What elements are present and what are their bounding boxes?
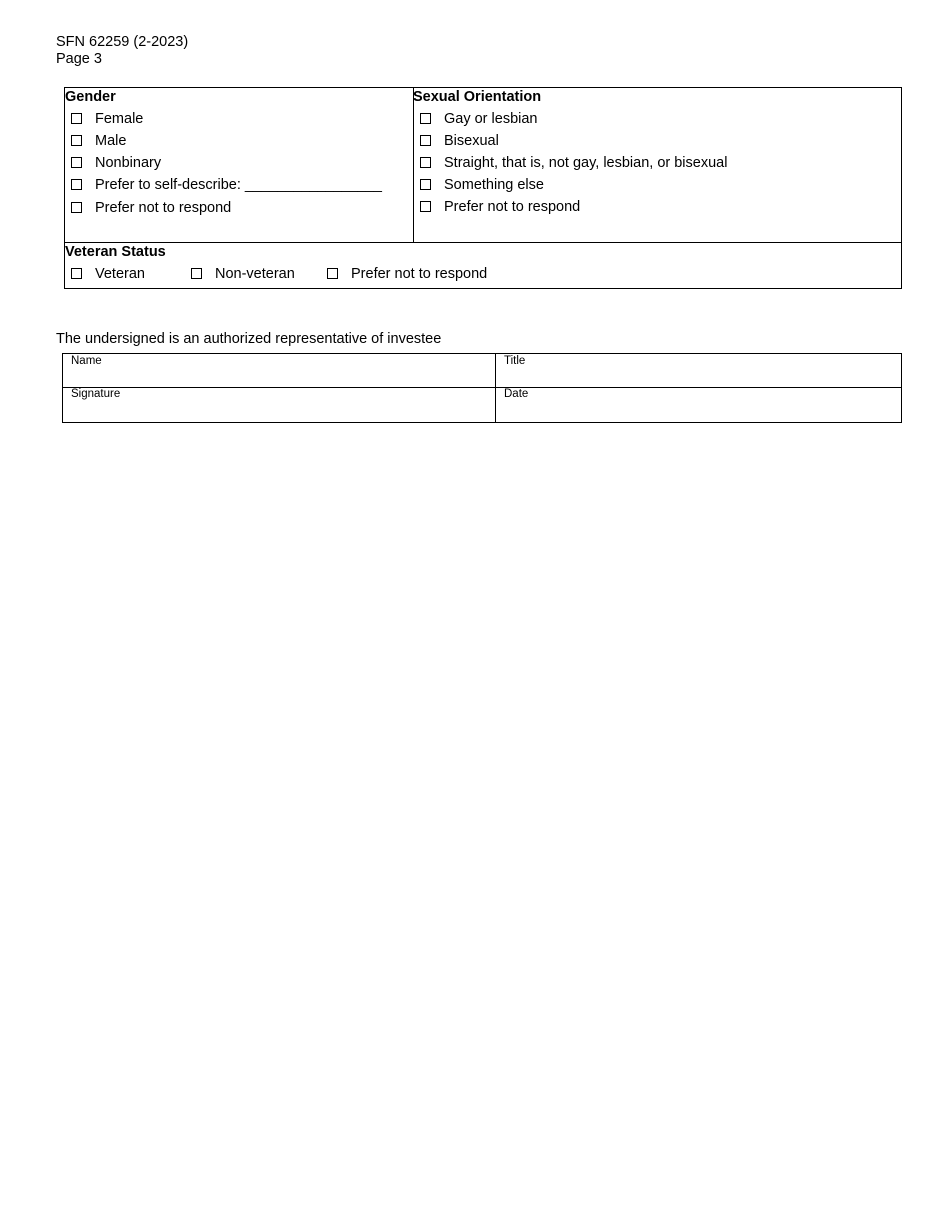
checkbox[interactable] [420,113,431,124]
option-label: Veteran [95,266,145,282]
orientation-option-straight[interactable] [420,155,727,172]
authorization-statement: The undersigned is an authorized representative of investee [56,331,442,347]
sexual-orientation-title: Sexual Orientation [413,89,542,105]
veteran-option-non-veteran[interactable] [191,266,295,283]
orientation-option-prefer-not[interactable] [420,199,580,216]
gender-section [65,88,414,242]
option-label: Gay or lesbian [444,111,538,127]
checkbox[interactable] [71,268,82,279]
signature-field[interactable] [71,388,491,420]
checkbox[interactable] [327,268,338,279]
gender-option-prefer-not[interactable] [71,200,231,217]
orientation-option-bisexual[interactable] [420,133,499,150]
name-field[interactable] [71,355,491,386]
gender-title: Gender [65,89,116,105]
gender-option-nonbinary[interactable] [71,155,161,172]
checkbox[interactable] [71,113,82,124]
page-number: Page 3 [56,51,102,67]
gender-option-female[interactable] [71,111,143,128]
veteran-status-section [65,242,901,289]
option-label: Prefer not to respond [351,266,488,282]
form-number: SFN 62259 (2-2023) [56,34,189,50]
checkbox[interactable] [71,135,82,146]
name-label: Name [71,355,102,367]
demographics-table [64,87,902,289]
veteran-option-veteran[interactable] [71,266,145,283]
option-label: Straight, that is, not gay, lesbian, or bisexual [444,155,728,171]
signature-label: Signature [71,388,121,400]
checkbox[interactable] [191,268,202,279]
option-label: Nonbinary [95,155,162,171]
date-field[interactable] [504,388,896,420]
option-label: Non-veteran [215,266,295,282]
option-label: Something else [444,177,544,193]
title-field[interactable] [504,355,896,386]
checkbox[interactable] [420,179,431,190]
option-label: Prefer to self-describe: _________________ [95,177,382,193]
option-label: Prefer not to respond [444,199,581,215]
sexual-orientation-section [414,88,901,242]
date-label: Date [504,388,529,400]
orientation-option-something-else[interactable] [420,177,544,194]
gender-option-self-describe[interactable] [71,177,382,194]
form-header [56,34,188,68]
checkbox[interactable] [420,201,431,212]
signature-table [62,353,902,423]
option-label: Male [95,133,127,149]
table-divider-vertical [495,354,496,422]
option-label: Female [95,111,144,127]
gender-option-male[interactable] [71,133,126,150]
checkbox[interactable] [71,157,82,168]
title-label: Title [504,355,526,367]
veteran-status-title: Veteran Status [65,244,166,260]
checkbox[interactable] [71,179,82,190]
veteran-option-prefer-not[interactable] [327,266,487,283]
checkbox[interactable] [420,157,431,168]
checkbox[interactable] [420,135,431,146]
orientation-option-gay-lesbian[interactable] [420,111,538,128]
option-label: Prefer not to respond [95,200,232,216]
checkbox[interactable] [71,202,82,213]
option-label: Bisexual [444,133,499,149]
